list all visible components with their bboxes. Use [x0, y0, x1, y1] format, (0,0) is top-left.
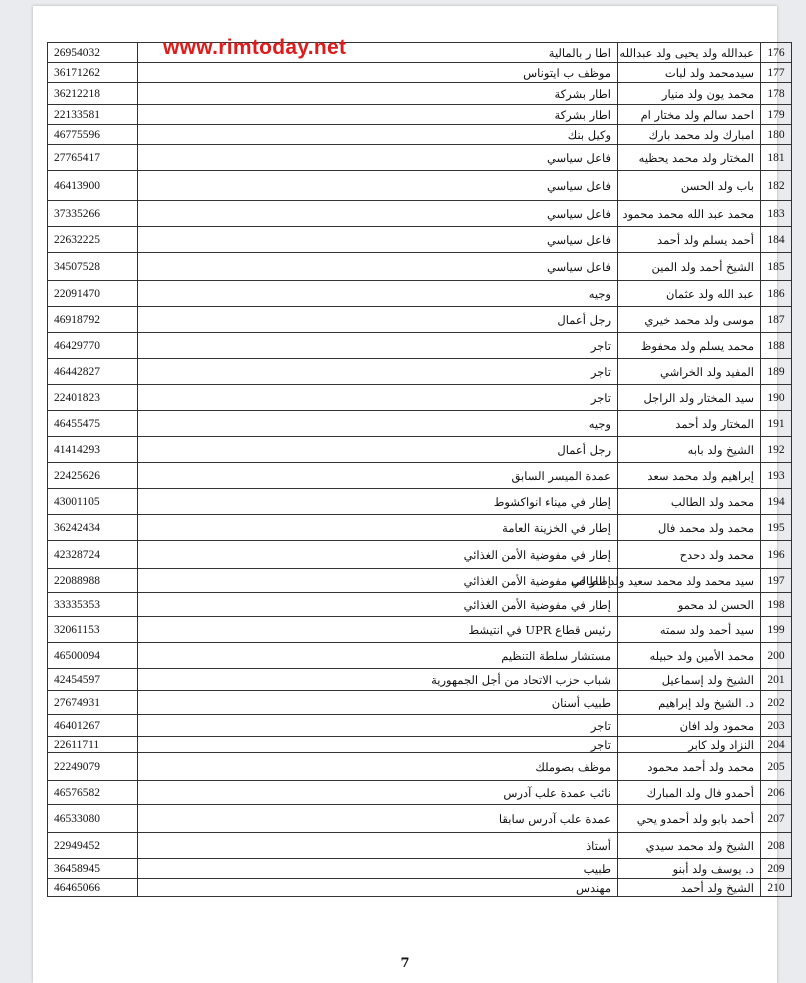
- row-number-cell: 205: [761, 753, 792, 781]
- table-row: [48, 691, 792, 715]
- name-cell: محمد يسلم ولد محفوظ: [618, 333, 761, 359]
- job-cell: رجل أعمال: [138, 307, 618, 333]
- phone-cell: 27765417: [48, 145, 138, 171]
- phone-cell: 22088988: [48, 569, 138, 593]
- row-number-cell: 203: [761, 715, 792, 737]
- phone-cell: 46442827: [48, 359, 138, 385]
- name-cell: باب ولد الحسن: [618, 171, 761, 201]
- name-cell: د. يوسف ولد أبنو: [618, 859, 761, 879]
- name-cell: أحمد بابو ولد أحمدو يحي: [618, 805, 761, 833]
- phone-cell: 22091470: [48, 281, 138, 307]
- row-number-cell: 183: [761, 201, 792, 227]
- name-cell: محمد ولد الطالب: [618, 489, 761, 515]
- job-cell: موظف بصوملك: [138, 753, 618, 781]
- name-cell: امبارك ولد محمد بارك: [618, 125, 761, 145]
- row-number-cell: 181: [761, 145, 792, 171]
- row-number-cell: 206: [761, 781, 792, 805]
- name-cell: احمد سالم ولد مختار ام: [618, 105, 761, 125]
- row-number-cell: 177: [761, 63, 792, 83]
- row-number-cell: 191: [761, 411, 792, 437]
- row-number-cell: 202: [761, 691, 792, 715]
- name-cell: عبد الله ولد عثمان: [618, 281, 761, 307]
- table-row: [48, 541, 792, 569]
- row-number-cell: 195: [761, 515, 792, 541]
- table-row: [48, 437, 792, 463]
- table-row: [48, 489, 792, 515]
- row-number-cell: 196: [761, 541, 792, 569]
- job-cell: مستشار سلطة التنظيم: [138, 643, 618, 669]
- job-cell: تاجر: [138, 715, 618, 737]
- name-cell: إبراهيم ولد محمد سعد: [618, 463, 761, 489]
- phone-cell: 43001105: [48, 489, 138, 515]
- job-cell: تاجر: [138, 737, 618, 753]
- table-row: [48, 593, 792, 617]
- phone-cell: 46775596: [48, 125, 138, 145]
- job-cell: فاعل سياسي: [138, 253, 618, 281]
- row-number-cell: 201: [761, 669, 792, 691]
- phone-cell: 37335266: [48, 201, 138, 227]
- phone-cell: 46429770: [48, 333, 138, 359]
- table-row: [48, 171, 792, 201]
- table-row: [48, 669, 792, 691]
- document-page: [33, 6, 785, 983]
- name-cell: محمد الأمين ولد حبيله: [618, 643, 761, 669]
- job-cell: تاجر: [138, 333, 618, 359]
- job-cell: أستاذ: [138, 833, 618, 859]
- name-cell: الحسن لد محمو: [618, 593, 761, 617]
- row-number-cell: 180: [761, 125, 792, 145]
- table-row: [48, 715, 792, 737]
- name-cell: النزاد ولد كابر: [618, 737, 761, 753]
- table-row: [48, 879, 792, 897]
- table-row: [48, 833, 792, 859]
- name-cell: محمد عبد الله محمد محمود: [618, 201, 761, 227]
- table-row: [48, 463, 792, 489]
- row-number-cell: 179: [761, 105, 792, 125]
- table-row: [48, 385, 792, 411]
- job-cell: اطار بشركة: [138, 83, 618, 105]
- row-number-cell: 184: [761, 227, 792, 253]
- job-cell: عمدة علب آدرس سابقا: [138, 805, 618, 833]
- table-row: [48, 753, 792, 781]
- row-number-cell: 186: [761, 281, 792, 307]
- table-row: [48, 281, 792, 307]
- job-cell: إطار في مفوضية الأمن الغذائي: [138, 593, 618, 617]
- row-number-cell: 178: [761, 83, 792, 105]
- phone-cell: 22949452: [48, 833, 138, 859]
- roster-table: [47, 42, 792, 897]
- table-row: [48, 43, 792, 63]
- phone-cell: 32061153: [48, 617, 138, 643]
- name-cell: الشيخ ولد بابه: [618, 437, 761, 463]
- site-watermark: www.rimtoday.net: [163, 36, 347, 59]
- table-row: [48, 411, 792, 437]
- job-cell: نائب عمدة علب آدرس: [138, 781, 618, 805]
- phone-cell: 36171262: [48, 63, 138, 83]
- row-number-cell: 192: [761, 437, 792, 463]
- table-row: [48, 515, 792, 541]
- table-row: [48, 805, 792, 833]
- job-cell: وكيل بنك: [138, 125, 618, 145]
- row-number-cell: 197: [761, 569, 792, 593]
- table-row: [48, 105, 792, 125]
- name-cell: أحمدو فال ولد المبارك: [618, 781, 761, 805]
- job-cell: موظف ب ايتوناس: [138, 63, 618, 83]
- table-row: [48, 617, 792, 643]
- table-row: [48, 307, 792, 333]
- job-cell: شباب حزب الاتحاد من أجل الجمهورية: [138, 669, 618, 691]
- phone-cell: 22401823: [48, 385, 138, 411]
- name-cell: سيد أحمد ولد سمته: [618, 617, 761, 643]
- phone-cell: 46413900: [48, 171, 138, 201]
- table-row: [48, 201, 792, 227]
- job-cell: اطار بشركة: [138, 105, 618, 125]
- phone-cell: 27674931: [48, 691, 138, 715]
- job-cell: تاجر: [138, 359, 618, 385]
- job-cell: فاعل سياسي: [138, 227, 618, 253]
- table-row: [48, 125, 792, 145]
- row-number-cell: 190: [761, 385, 792, 411]
- job-cell: مهندس: [138, 879, 618, 897]
- phone-cell: 46455475: [48, 411, 138, 437]
- name-cell: د. الشيخ ولد إبراهيم: [618, 691, 761, 715]
- name-cell: الشيخ ولد محمد سيدي: [618, 833, 761, 859]
- table-row: [48, 781, 792, 805]
- page-number: 7: [400, 956, 410, 971]
- table-row: [48, 859, 792, 879]
- job-cell: طبيب: [138, 859, 618, 879]
- name-cell: محمد ولد دحدح: [618, 541, 761, 569]
- row-number-cell: 194: [761, 489, 792, 515]
- phone-cell: 46401267: [48, 715, 138, 737]
- phone-cell: 36458945: [48, 859, 138, 879]
- job-cell: فاعل سياسي: [138, 171, 618, 201]
- name-cell: أحمد يسلم ولد أحمد: [618, 227, 761, 253]
- phone-cell: 22133581: [48, 105, 138, 125]
- row-number-cell: 182: [761, 171, 792, 201]
- table-row: [48, 569, 792, 593]
- job-cell: رئيس قطاع UPR في انتيشط: [138, 617, 618, 643]
- job-cell: وجيه: [138, 411, 618, 437]
- phone-cell: 22425626: [48, 463, 138, 489]
- phone-cell: 41414293: [48, 437, 138, 463]
- phone-cell: 34507528: [48, 253, 138, 281]
- phone-cell: 22632225: [48, 227, 138, 253]
- table-row: [48, 227, 792, 253]
- table-row: [48, 145, 792, 171]
- job-cell: إطار في ميناء انواكشوط: [138, 489, 618, 515]
- roster-table-body: [48, 43, 792, 897]
- job-cell: وجيه: [138, 281, 618, 307]
- phone-cell: 36242434: [48, 515, 138, 541]
- row-number-cell: 200: [761, 643, 792, 669]
- row-number-cell: 209: [761, 859, 792, 879]
- row-number-cell: 204: [761, 737, 792, 753]
- row-number-cell: 207: [761, 805, 792, 833]
- phone-cell: 46465066: [48, 879, 138, 897]
- phone-cell: 26954032: [48, 43, 138, 63]
- phone-cell: 42454597: [48, 669, 138, 691]
- row-number-cell: 210: [761, 879, 792, 897]
- phone-cell: 22611711: [48, 737, 138, 753]
- row-number-cell: 193: [761, 463, 792, 489]
- row-number-cell: 198: [761, 593, 792, 617]
- table-row: [48, 253, 792, 281]
- row-number-cell: 188: [761, 333, 792, 359]
- phone-cell: 46918792: [48, 307, 138, 333]
- name-cell: الشيخ ولد أحمد: [618, 879, 761, 897]
- row-number-cell: 208: [761, 833, 792, 859]
- name-cell: موسى ولد محمد خيري: [618, 307, 761, 333]
- table-row: [48, 333, 792, 359]
- name-cell: المفيد ولد الخراشي: [618, 359, 761, 385]
- row-number-cell: 176: [761, 43, 792, 63]
- name-cell: محمود ولد افان: [618, 715, 761, 737]
- name-cell: الشيخ ولد إسماعيل: [618, 669, 761, 691]
- table-row: [48, 737, 792, 753]
- name-cell: محمد ولد أحمد محمود: [618, 753, 761, 781]
- row-number-cell: 189: [761, 359, 792, 385]
- job-cell: إطار في الخزينة العامة: [138, 515, 618, 541]
- phone-cell: 22249079: [48, 753, 138, 781]
- phone-cell: 36212218: [48, 83, 138, 105]
- job-cell: رجل أعمال: [138, 437, 618, 463]
- name-cell: عبدالله ولد يحيى ولد عبدالله: [618, 43, 761, 63]
- job-cell: عمدة الميسر السابق: [138, 463, 618, 489]
- table-row: [48, 83, 792, 105]
- row-number-cell: 199: [761, 617, 792, 643]
- name-cell: محمد يون ولد منيار: [618, 83, 761, 105]
- name-cell: المختار ولد محمد يحظيه: [618, 145, 761, 171]
- job-cell: تاجر: [138, 385, 618, 411]
- name-cell: الشيخ أحمد ولد المين: [618, 253, 761, 281]
- job-cell: طبيب أسنان: [138, 691, 618, 715]
- job-cell: اطا ر بالمالية: [138, 43, 618, 63]
- phone-cell: 46533080: [48, 805, 138, 833]
- row-number-cell: 187: [761, 307, 792, 333]
- name-cell: سيدمحمد ولد لبات: [618, 63, 761, 83]
- phone-cell: 46576582: [48, 781, 138, 805]
- table-row: [48, 63, 792, 83]
- table-row: [48, 643, 792, 669]
- name-cell: سيد محمد ولد محمد سعيد ولد الطالب: [618, 569, 761, 593]
- name-cell: المختار ولد أحمد: [618, 411, 761, 437]
- job-cell: إطار في مفوضية الأمن الغذائي: [138, 541, 618, 569]
- job-cell: إطار في مفوضية الأمن الغذائي: [138, 569, 618, 593]
- name-cell: محمد ولد محمد فال: [618, 515, 761, 541]
- row-number-cell: 185: [761, 253, 792, 281]
- name-cell: سيد المختار ولد الراجل: [618, 385, 761, 411]
- phone-cell: 33335353: [48, 593, 138, 617]
- phone-cell: 42328724: [48, 541, 138, 569]
- table-row: [48, 359, 792, 385]
- job-cell: فاعل سياسي: [138, 145, 618, 171]
- phone-cell: 46500094: [48, 643, 138, 669]
- job-cell: فاعل سياسي: [138, 201, 618, 227]
